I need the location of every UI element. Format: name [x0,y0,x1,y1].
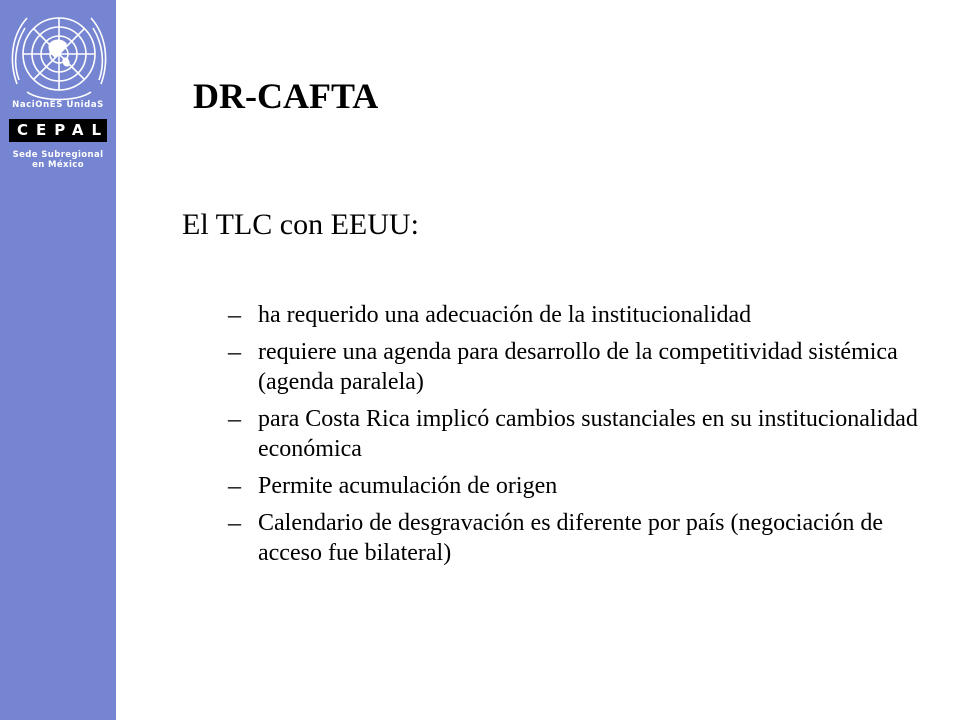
bullet-text: Calendario de desgravación es diferente por país (negociación de acceso fue bilateral) [258,510,884,566]
bullet-list [228,300,928,575]
dash-icon: – [228,508,241,537]
org-name-en-mexico: en México [32,160,84,170]
slide-title: DR-CAFTA [193,76,379,116]
org-name-sede-subregional: Sede Subregional [12,150,104,160]
sidebar [0,0,116,720]
bullet-item [228,471,928,501]
bullet-item [228,300,928,330]
intro-text: El TLC con EEUU: [182,208,419,241]
bullet-text: ha requerido una adecuación de la institucionalidad [258,302,752,328]
org-name-naciones-unidas: NaciOnES UnidaS [12,100,104,110]
dash-icon: – [228,471,241,500]
dash-icon: – [228,404,241,433]
bullet-item [228,508,928,568]
dash-icon: – [228,337,241,366]
bullet-item [228,337,928,397]
bullet-item [228,404,928,464]
cepal-logo-box: CEPAL [9,119,107,142]
bullet-text: Permite acumulación de origen [258,473,558,499]
un-emblem-icon [7,6,111,106]
bullet-text: para Costa Rica implicó cambios sustanciales en su institucionalidad económica [258,406,918,462]
dash-icon: – [228,300,241,329]
bullet-text: requiere una agenda para desarrollo de la competitividad sistémica (agenda paralela) [258,339,898,395]
